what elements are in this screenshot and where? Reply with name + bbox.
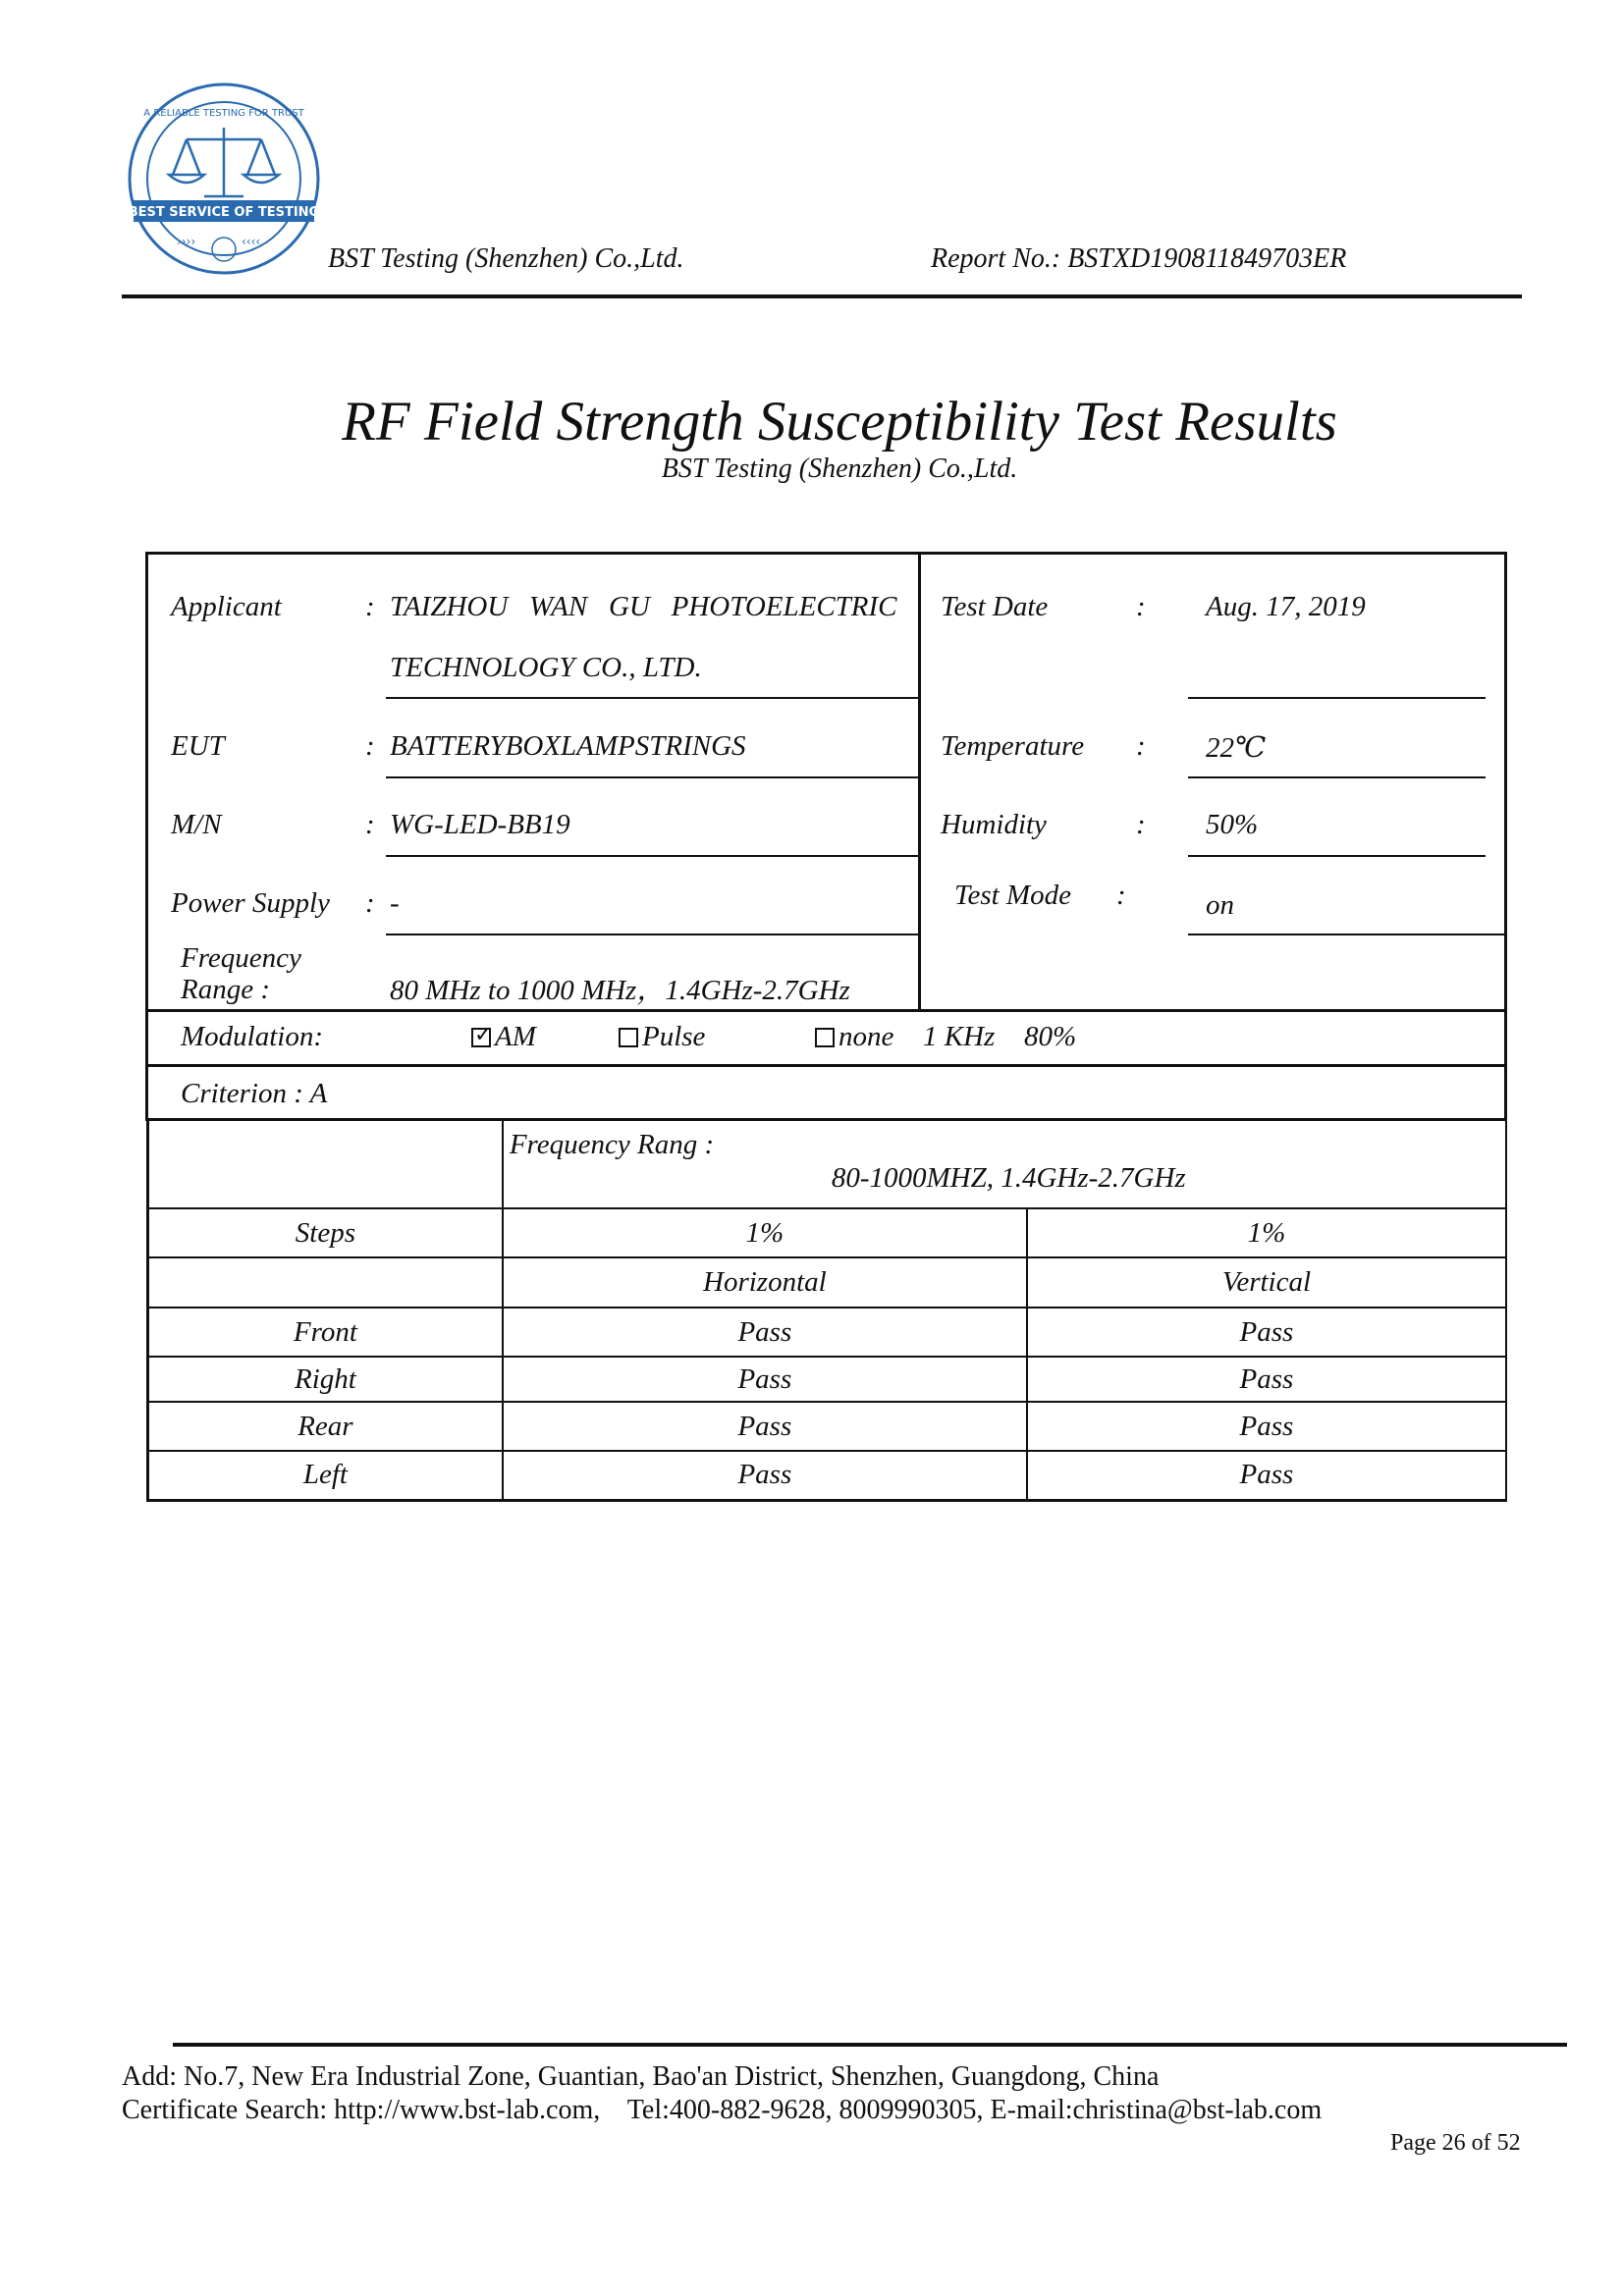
temperature-label: Temperature — [941, 730, 1085, 762]
pulse-checkbox[interactable] — [619, 1028, 638, 1047]
page-title: RF Field Strength Susceptibility Test Results — [342, 391, 1337, 453]
footer-divider — [173, 2043, 1567, 2047]
info-rule-criterion — [147, 1064, 1507, 1067]
model-number-value: WG-LED-BB19 — [390, 809, 570, 840]
result-vertical: Pass — [1027, 1451, 1506, 1500]
colon: : — [365, 887, 375, 919]
underline — [1188, 934, 1507, 935]
polarization-vertical: Vertical — [1027, 1257, 1506, 1308]
table-row — [148, 1120, 1507, 1208]
table-cell — [148, 1120, 503, 1208]
frequency-rang-cell — [503, 1120, 1506, 1208]
eut-label: EUT — [171, 730, 225, 762]
svg-text:››››: ›››› — [177, 235, 196, 248]
power-supply-value: - — [390, 887, 400, 919]
side-label: Rear — [148, 1402, 503, 1451]
table-row — [148, 1208, 1507, 1257]
polarization-horizontal: Horizontal — [503, 1257, 1027, 1308]
test-mode-value: on — [1206, 889, 1234, 921]
none-checkbox[interactable] — [815, 1028, 835, 1047]
result-horizontal: Pass — [503, 1402, 1027, 1451]
steps-label: Steps — [148, 1208, 503, 1257]
result-vertical: Pass — [1027, 1402, 1506, 1451]
colon: : — [1136, 730, 1146, 762]
modulation-depth: 80% — [1024, 1021, 1077, 1052]
power-supply-label: Power Supply — [171, 887, 330, 919]
table-row — [148, 1308, 1507, 1357]
result-horizontal: Pass — [503, 1451, 1027, 1500]
am-checkbox[interactable] — [471, 1028, 491, 1047]
eut-value: BATTERYBOXLAMPSTRINGS — [390, 730, 746, 762]
applicant-value-line1: TAIZHOU WAN GU PHOTOELECTRIC — [390, 591, 897, 622]
colon: : — [365, 591, 375, 622]
model-number-label: M/N — [171, 809, 222, 840]
colon: : — [1136, 591, 1146, 622]
underline — [1188, 855, 1486, 857]
result-horizontal: Pass — [503, 1308, 1027, 1357]
side-label: Right — [148, 1357, 503, 1402]
applicant-label: Applicant — [171, 591, 282, 622]
none-label: none — [839, 1021, 894, 1052]
side-label: Left — [148, 1451, 503, 1500]
page-number: Page 26 of 52 — [1390, 2130, 1521, 2156]
result-vertical: Pass — [1027, 1308, 1506, 1357]
steps-horizontal: 1% — [503, 1208, 1027, 1257]
am-label: AM — [495, 1021, 536, 1052]
underline — [386, 934, 918, 935]
colon: : — [1136, 809, 1146, 840]
frequency-rang-label: Frequency Rang : — [509, 1129, 715, 1160]
temperature-value: 22℃ — [1206, 732, 1267, 764]
frequency-range-value: 80 MHz to 1000 MHz，1.4GHz-2.7GHz — [390, 975, 850, 1006]
frequency-rang-value: 80-1000MHZ, 1.4GHz-2.7GHz — [831, 1162, 1186, 1194]
colon: : — [365, 809, 375, 840]
humidity-value: 50% — [1206, 809, 1259, 840]
frequency-label-line2: Range : — [181, 974, 270, 1005]
bst-logo — [126, 80, 322, 277]
pulse-label: Pulse — [642, 1021, 706, 1052]
footer-address: Add: No.7, New Era Industrial Zone, Guantian, Bao'an District, Shenzhen, Guangdong, China — [122, 2061, 1160, 2092]
underline — [1188, 776, 1486, 778]
underline — [1188, 697, 1486, 699]
results-table — [146, 1119, 1507, 1502]
modulation-label: Modulation: — [181, 1021, 323, 1052]
test-date-value: Aug. 17, 2019 — [1206, 591, 1366, 622]
modulation-am — [471, 1021, 536, 1053]
header-company: BST Testing (Shenzhen) Co.,Ltd. — [328, 243, 684, 274]
underline — [386, 697, 918, 699]
header-report-number: Report No.: BSTXD190811849703ER — [931, 243, 1347, 274]
header-divider — [122, 294, 1522, 298]
test-mode-label: Test Mode — [954, 880, 1071, 911]
applicant-value-line2: TECHNOLOGY CO., LTD. — [390, 652, 702, 683]
criterion: Criterion : A — [181, 1078, 328, 1109]
humidity-label: Humidity — [941, 809, 1047, 840]
test-date-label: Test Date — [941, 591, 1049, 622]
underline — [386, 855, 918, 857]
modulation-pulse — [619, 1021, 705, 1053]
info-rule-modulation — [147, 1009, 1507, 1012]
page-subtitle: BST Testing (Shenzhen) Co.,Ltd. — [661, 454, 1018, 484]
result-horizontal: Pass — [503, 1357, 1027, 1402]
steps-vertical: 1% — [1027, 1208, 1506, 1257]
table-cell — [148, 1257, 503, 1308]
svg-text:‹‹‹‹: ‹‹‹‹ — [242, 235, 261, 248]
footer-contact: Certificate Search: http://www.bst-lab.com, Tel:400-882-9628, 8009990305, E-mail:christina@bst-lab.com — [122, 2095, 1323, 2125]
frequency-range-label — [181, 942, 301, 1005]
side-label: Front — [148, 1308, 503, 1357]
table-row — [148, 1451, 1507, 1500]
colon: : — [1116, 880, 1126, 911]
frequency-label-line1: Frequency — [181, 942, 301, 974]
result-vertical: Pass — [1027, 1357, 1506, 1402]
table-row — [148, 1357, 1507, 1402]
modulation-none — [815, 1021, 893, 1053]
svg-text:A RELIABLE TESTING FOR TRUST: A RELIABLE TESTING FOR TRUST — [143, 108, 304, 119]
colon: : — [365, 730, 375, 762]
svg-text:BEST SERVICE OF TESTING: BEST SERVICE OF TESTING — [128, 205, 320, 220]
info-divider — [918, 553, 921, 1011]
table-row — [148, 1402, 1507, 1451]
underline — [386, 776, 918, 778]
table-row — [148, 1257, 1507, 1308]
modulation-frequency: 1 KHz — [923, 1021, 996, 1052]
